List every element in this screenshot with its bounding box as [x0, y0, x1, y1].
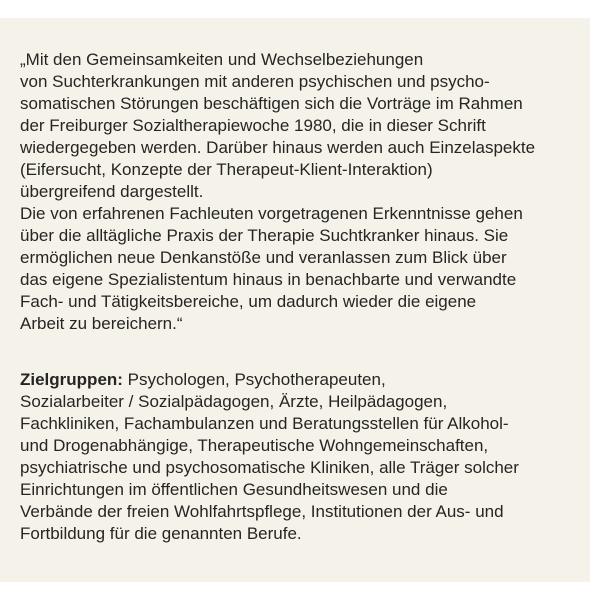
quote-line: Fach- und Tätigkeitsbereiche, um dadurch wieder die eigene	[20, 292, 477, 311]
zielgruppen-line: Einrichtungen im öffentlichen Gesundheitswesen und die	[20, 480, 448, 499]
zielgruppen-line: Fortbildung für die genannten Berufe.	[20, 524, 302, 543]
quote-line: über die alltägliche Praxis der Therapie Suchtkranker hinaus. Sie	[20, 226, 509, 245]
quote-line: von Suchterkrankungen mit anderen psychischen und psycho-	[20, 72, 490, 91]
zielgruppen-line: Fachkliniken, Fachambulanzen und Beratungsstellen für Alkohol-	[20, 414, 509, 433]
quote-line: der Freiburger Sozialtherapiewoche 1980, die in dieser Schrift	[20, 116, 486, 135]
zielgruppen-first-line-text: Psychologen, Psychotherapeuten,	[122, 370, 386, 389]
quote-line: übergreifend dargestellt.	[20, 182, 204, 201]
quote-line: (Eifersucht, Konzepte der Therapeut-Klient-Interaktion)	[20, 160, 433, 179]
zielgruppen-line: und Drogenabhängige, Therapeutische Wohngemeinschaften,	[20, 436, 489, 455]
quote-line: Arbeit zu bereichern.“	[20, 314, 183, 333]
zielgruppen-first-line	[20, 370, 386, 390]
zielgruppen-line: Sozialarbeiter / Sozialpädagogen, Ärzte, Heilpädagogen,	[20, 392, 448, 411]
quote-line: ermöglichen neue Denkanstöße und veranlassen zum Blick über	[20, 248, 507, 267]
quote-line: wiedergegeben werden. Darüber hinaus werden auch Einzelaspekte	[20, 138, 536, 157]
scanned-text-block	[0, 18, 590, 582]
quote-line: somatischen Störungen beschäftigen sich die Vorträge im Rahmen	[20, 94, 523, 113]
zielgruppen-line: Verbände der freien Wohlfahrtspflege, Institutionen der Aus- und	[20, 502, 504, 521]
quote-line: Die von erfahrenen Fachleuten vorgetragenen Erkenntnisse gehen	[20, 204, 523, 223]
quote-line: das eigene Spezialistentum hinaus in benachbarte und verwandte	[20, 270, 517, 289]
zielgruppen-label: Zielgruppen:	[20, 370, 123, 389]
quote-line: „Mit den Gemeinsamkeiten und Wechselbeziehungen	[20, 50, 424, 69]
zielgruppen-line: psychiatrische und psychosomatische Kliniken, alle Träger solcher	[20, 458, 519, 477]
